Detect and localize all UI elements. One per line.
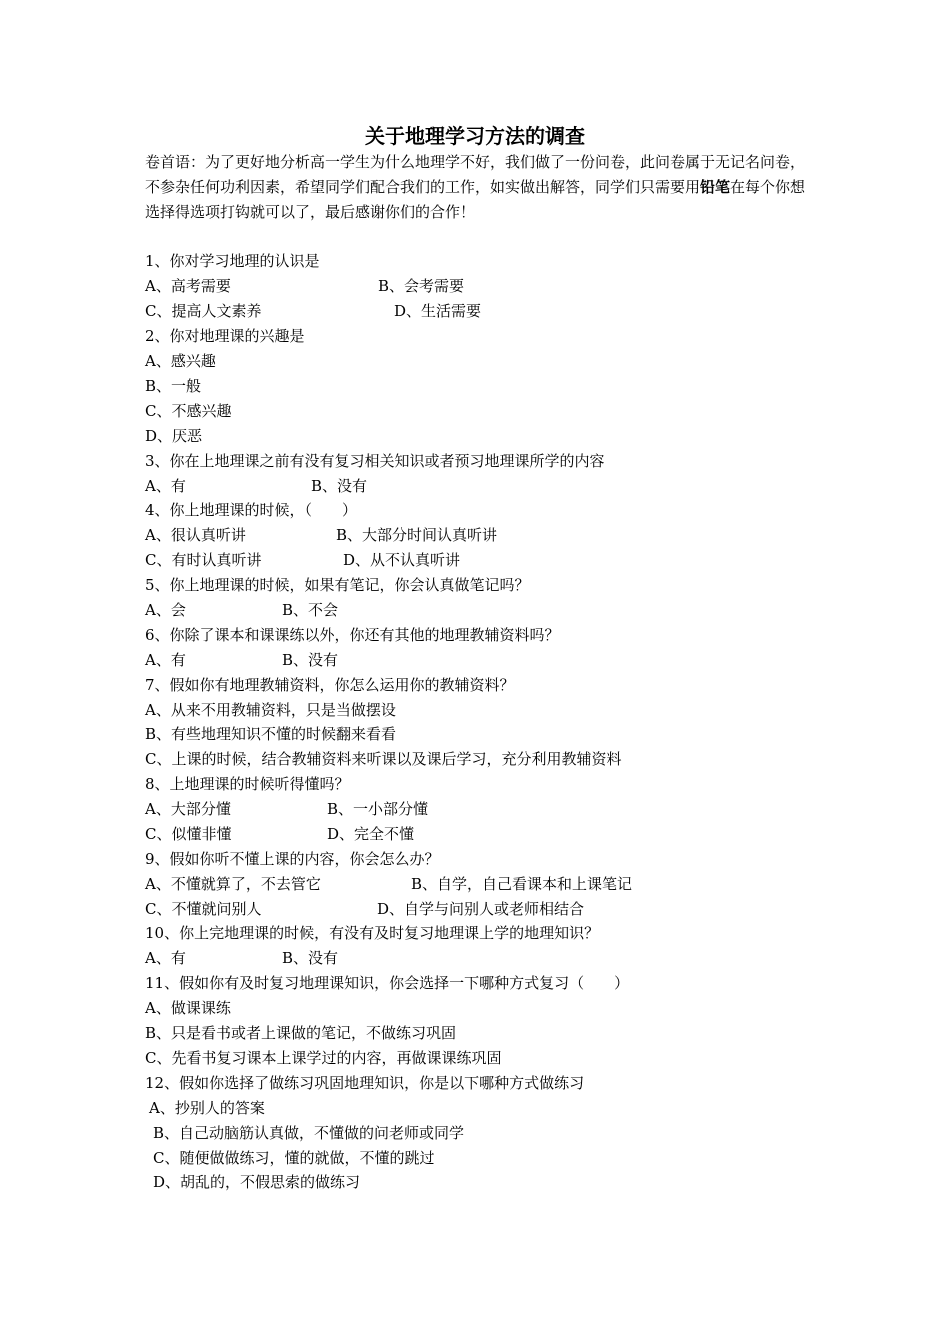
- q12-option-b[interactable]: B、自己动脑筋认真做，不懂做的问老师或同学: [153, 1124, 465, 1142]
- question-4: 4、你上地理课的时候，（ ）: [145, 501, 358, 519]
- q7-option-c[interactable]: C、上课的时候，结合教辅资料来听课以及课后学习，充分利用教辅资料: [145, 750, 622, 768]
- question-8: 8、上地理课的时候听得懂吗？: [145, 775, 350, 793]
- intro-paragraph: [145, 150, 815, 225]
- q8-option-b[interactable]: B、一小部分懂: [327, 800, 429, 818]
- q4-option-c[interactable]: C、有时认真听讲: [145, 551, 262, 569]
- q1-option-d[interactable]: D、生活需要: [394, 302, 482, 320]
- question-5: 5、你上地理课的时候，如果有笔记，你会认真做笔记吗？: [145, 576, 530, 594]
- question-3: 3、你在上地理课之前有没有复习相关知识或者预习地理课所学的内容: [145, 452, 605, 470]
- intro-bold-text: 铅笔: [700, 178, 731, 196]
- q2-option-a[interactable]: A、感兴趣: [145, 352, 216, 370]
- intro-text-end: 在每个你想选择得选项打钩就可以了，最后感谢你们的合作！: [145, 178, 806, 221]
- question-1: 1、你对学习地理的认识是: [145, 252, 320, 270]
- q4-option-b[interactable]: B、大部分时间认真听讲: [336, 526, 498, 544]
- q12-option-c[interactable]: C、随便做做练习，懂的就做，不懂的跳过: [153, 1149, 435, 1167]
- q1-option-a[interactable]: A、高考需要: [145, 277, 231, 295]
- q3-option-b[interactable]: B、没有: [311, 477, 368, 495]
- q1-option-c[interactable]: C、提高人文素养: [145, 302, 262, 320]
- question-6: 6、你除了课本和课课练以外，你还有其他的地理教辅资料吗？: [145, 626, 560, 644]
- q4-option-a[interactable]: A、很认真听讲: [145, 526, 246, 544]
- q11-option-b[interactable]: B、只是看书或者上课做的笔记，不做练习巩固: [145, 1024, 457, 1042]
- q10-option-b[interactable]: B、没有: [282, 949, 339, 967]
- q6-option-a[interactable]: A、有: [145, 651, 186, 669]
- question-12: 12、假如你选择了做练习巩固地理知识，你是以下哪种方式做练习: [145, 1074, 585, 1092]
- question-7: 7、假如你有地理教辅资料，你怎么运用你的教辅资料？: [145, 676, 515, 694]
- q9-option-d[interactable]: D、自学与问别人或老师相结合: [377, 900, 585, 918]
- question-10: 10、你上完地理课的时候，有没有及时复习地理课上学的地理知识？: [145, 924, 600, 942]
- q2-option-d[interactable]: D、厌恶: [145, 427, 203, 445]
- q12-option-a[interactable]: A、抄别人的答案: [149, 1099, 265, 1117]
- q2-option-c[interactable]: C、不感兴趣: [145, 402, 232, 420]
- question-9: 9、假如你听不懂上课的内容，你会怎么办？: [145, 850, 440, 868]
- q12-option-d[interactable]: D、胡乱的，不假思索的做练习: [153, 1173, 361, 1191]
- q8-option-c[interactable]: C、似懂非懂: [145, 825, 232, 843]
- q11-option-c[interactable]: C、先看书复习课本上课学过的内容，再做课课练巩固: [145, 1049, 502, 1067]
- q10-option-a[interactable]: A、有: [145, 949, 186, 967]
- question-11: 11、假如你有及时复习地理课知识，你会选择一下哪种方式复习（ ）: [145, 974, 630, 992]
- q7-option-a[interactable]: A、从来不用教辅资料，只是当做摆设: [145, 701, 396, 719]
- intro-text: 卷首语：为了更好地分析高一学生为什么地理学不好，我们做了一份问卷，此问卷属于无记名问卷，不参杂任何功利因素，希望同学们配合我们的工作，如实做出解答，同学们只需要用: [145, 153, 806, 196]
- q11-option-a[interactable]: A、做课课练: [145, 999, 231, 1017]
- q5-option-b[interactable]: B、不会: [282, 601, 339, 619]
- q8-option-d[interactable]: D、完全不懂: [327, 825, 415, 843]
- q6-option-b[interactable]: B、没有: [282, 651, 339, 669]
- q4-option-d[interactable]: D、从不认真听讲: [343, 551, 461, 569]
- page-title: 关于地理学习方法的调查: [365, 124, 585, 148]
- q7-option-b[interactable]: B、有些地理知识不懂的时候翻来看看: [145, 725, 397, 743]
- q3-option-a[interactable]: A、有: [145, 477, 186, 495]
- q8-option-a[interactable]: A、大部分懂: [145, 800, 231, 818]
- q9-option-a[interactable]: A、不懂就算了，不去管它: [145, 875, 321, 893]
- q2-option-b[interactable]: B、一般: [145, 377, 202, 395]
- q9-option-b[interactable]: B、自学，自己看课本和上课笔记: [411, 875, 633, 893]
- question-2: 2、你对地理课的兴趣是: [145, 327, 305, 345]
- q1-option-b[interactable]: B、会考需要: [378, 277, 465, 295]
- q9-option-c[interactable]: C、不懂就问别人: [145, 900, 262, 918]
- q5-option-a[interactable]: A、会: [145, 601, 186, 619]
